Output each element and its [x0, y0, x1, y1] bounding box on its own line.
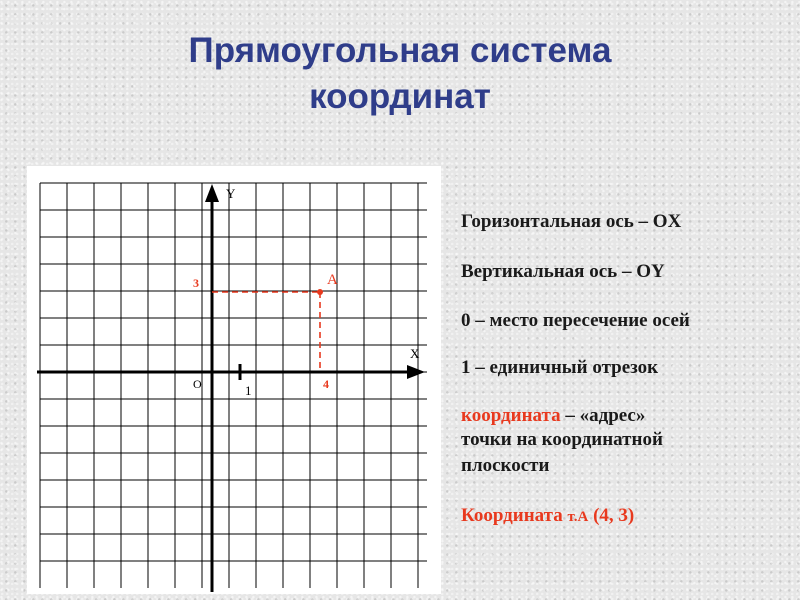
- coordinate-plane: [27, 166, 441, 594]
- grid: [40, 183, 427, 588]
- unit-label: 1: [245, 383, 252, 398]
- x-axis-label: X: [410, 346, 420, 361]
- note-coordinate-line-3: плоскости: [461, 455, 550, 476]
- origin-label: O: [193, 377, 202, 391]
- axes: [37, 184, 425, 592]
- note-horizontal-axis: Горизонтальная ось – OX: [461, 211, 682, 232]
- example-prefix: Координата: [461, 505, 568, 526]
- example-value: (4, 3): [588, 505, 635, 526]
- note-coordinate-definition: [461, 404, 645, 428]
- note-example: [461, 504, 634, 529]
- title-line-1: Прямоугольная система: [188, 31, 612, 70]
- point-y-coordinate-label: 3: [193, 276, 199, 290]
- note-coordinate-line-2: точки на координатной: [461, 429, 663, 450]
- page-title: [0, 28, 800, 120]
- title-line-2: координат: [309, 77, 491, 116]
- point-x-coordinate-label: 4: [323, 377, 329, 391]
- point-a-label: A: [327, 272, 338, 288]
- example-point: т.А: [567, 509, 589, 525]
- note-origin: 0 – место пересечение осей: [461, 310, 690, 331]
- coordinate-diagram-panel: [27, 166, 441, 594]
- point-a-marker: [317, 289, 323, 295]
- y-axis-arrow-icon: [205, 184, 219, 202]
- note-unit: 1 – единичный отрезок: [461, 357, 659, 378]
- x-axis-arrow-icon: [407, 365, 425, 379]
- y-axis-label: Y: [226, 186, 236, 201]
- coordinate-term: координата: [461, 405, 561, 426]
- note-vertical-axis: Вертикальная ось – OY: [461, 261, 665, 282]
- coordinate-definition: – «адрес»: [560, 405, 646, 426]
